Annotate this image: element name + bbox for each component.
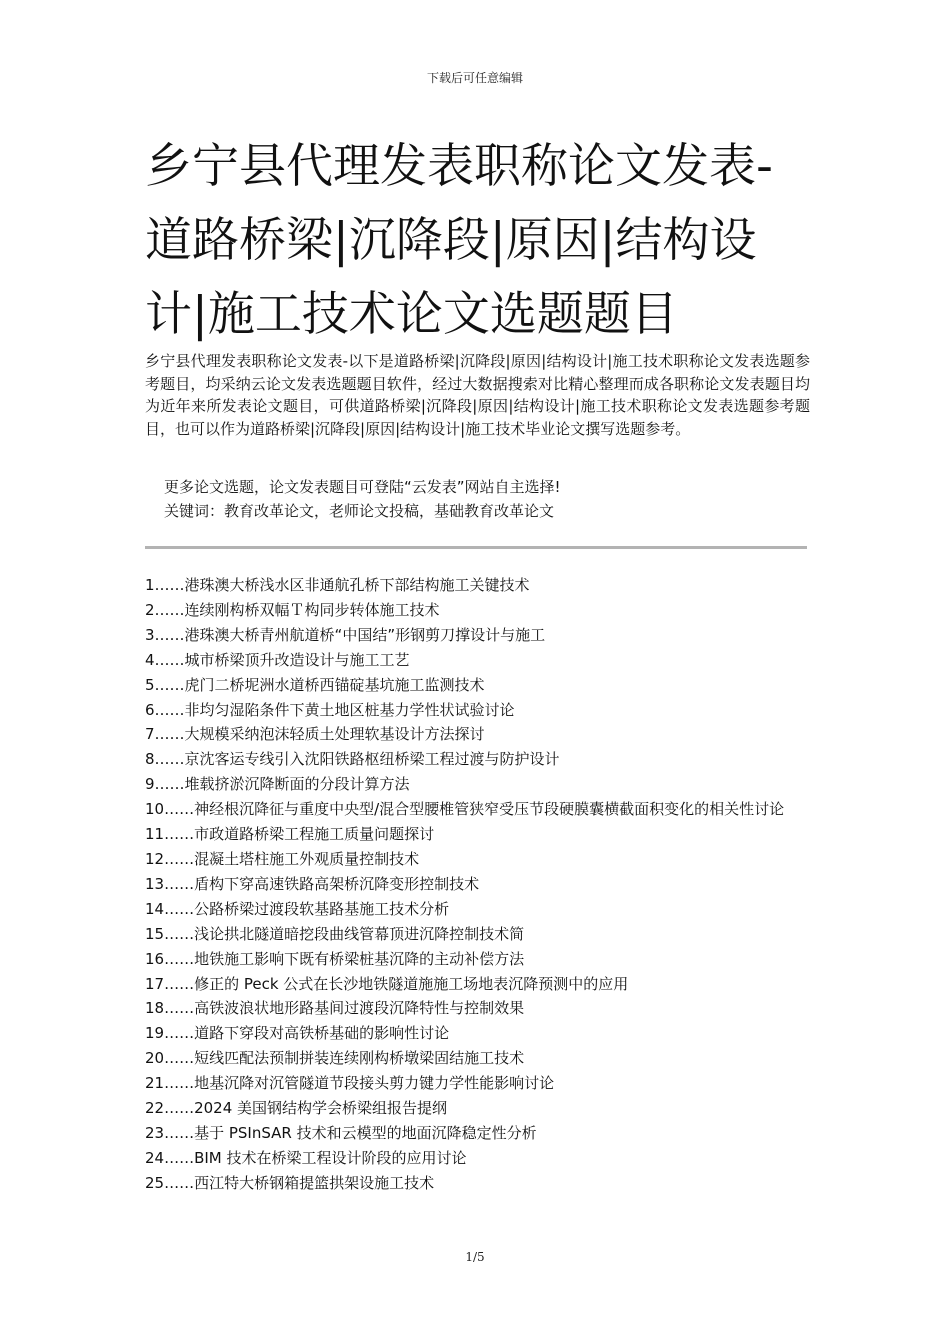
document-title: 乡宁县代理发表职称论文发表-道路桥梁|沉降段|原因|结构设计|施工技术论文选题题目: [145, 139, 773, 342]
topic-item: 24……BIM 技术在桥梁工程设计阶段的应用讨论: [145, 1148, 467, 1167]
header-note: 下载后可任意编辑: [426, 71, 523, 85]
topic-list: [145, 573, 810, 1196]
topic-item: 15……浅论拱北隧道暗挖段曲线管幕顶进沉降控制技术简: [145, 924, 525, 943]
topic-item: 8……京沈客运专线引入沈阳铁路枢纽桥梁工程过渡与防护设计: [145, 750, 560, 769]
topic-item: 7……大规模采纳泡沫轻质土处理软基设计方法探讨: [145, 725, 485, 744]
topic-item: 11……市政道路桥梁工程施工质量问题探讨: [145, 825, 435, 844]
keywords-line: 关键词：教育改革论文，老师论文投稿，基础教育改革论文: [164, 502, 555, 520]
topic-item: 22……2024 美国钢结构学会桥梁组报告提纲: [145, 1099, 448, 1118]
topic-item: 17……修正的 Peck 公式在长沙地铁隧道施施工场地表沉降预测中的应用: [145, 974, 629, 993]
topic-item: 13……盾构下穿高速铁路高架桥沉降变形控制技术: [145, 874, 480, 893]
topic-item: 1……港珠澳大桥浅水区非通航孔桥下部结构施工关键技术: [145, 576, 530, 594]
topic-item: 18……高铁波浪状地形路基间过渡段沉降特性与控制效果: [145, 999, 525, 1018]
topic-item: 9……堆载挤淤沉降断面的分段计算方法: [145, 775, 410, 794]
topic-item: 23……基于 PSInSAR 技术和云模型的地面沉降稳定性分析: [145, 1123, 537, 1142]
intro-paragraph: 乡宁县代理发表职称论文发表-以下是道路桥梁|沉降段|原因|结构设计|施工技术职称论文发表选题参考题目，均采纳云论文发表选题题目软件，经过大数据搜索对比精心整理而成各职称论文发表题目均为近年来所发表论文题目，可供道路桥梁|沉降段|原因|结构设计|施工技术职称论文发表选题参考题目，也可以作为道路桥梁|沉降段|原因|结构设计|施工技术毕业论文撰写选题参考。: [145, 352, 810, 438]
topic-item: 12……混凝土塔柱施工外观质量控制技术: [145, 849, 420, 868]
page-number: 1/5: [465, 1250, 485, 1264]
topic-item: 14……公路桥梁过渡段软基路基施工技术分析: [145, 899, 450, 918]
topic-item: 5……虎门二桥坭洲水道桥西锚碇基坑施工监测技术: [145, 675, 485, 694]
topic-item: 16……地铁施工影响下既有桥梁桩基沉降的主动补偿方法: [145, 949, 525, 968]
topic-item: 2……连续刚构桥双幅Ｔ构同步转体施工技术: [145, 600, 440, 619]
topic-item: 10……神经根沉降征与重度中央型/混合型腰椎管狭窄受压节段硬膜囊横截面积变化的相关性讨论: [145, 800, 785, 819]
topic-item: 6……非均匀湿陷条件下黄土地区桩基力学性状试验讨论: [145, 700, 515, 719]
topic-item: 20……短线匹配法预制拼装连续刚构桥墩梁固结施工技术: [145, 1049, 525, 1068]
topic-item: 19……道路下穿段对高铁桥基础的影响性讨论: [145, 1024, 450, 1043]
topic-item: 21……地基沉降对沉管隧道节段接头剪力键力学性能影响讨论: [145, 1074, 555, 1093]
topic-item: 3……港珠澳大桥青州航道桥“中国结”形钢剪刀撑设计与施工: [145, 625, 546, 644]
topic-item: 25……西江特大桥钢箱提篮拱架设施工技术: [145, 1173, 435, 1192]
more-topics-note: 更多论文选题，论文发表题目可登陆“云发表”网站自主选择!: [164, 478, 561, 496]
topic-item: 4……城市桥梁顶升改造设计与施工工艺: [145, 650, 410, 669]
section-divider: [145, 546, 807, 549]
